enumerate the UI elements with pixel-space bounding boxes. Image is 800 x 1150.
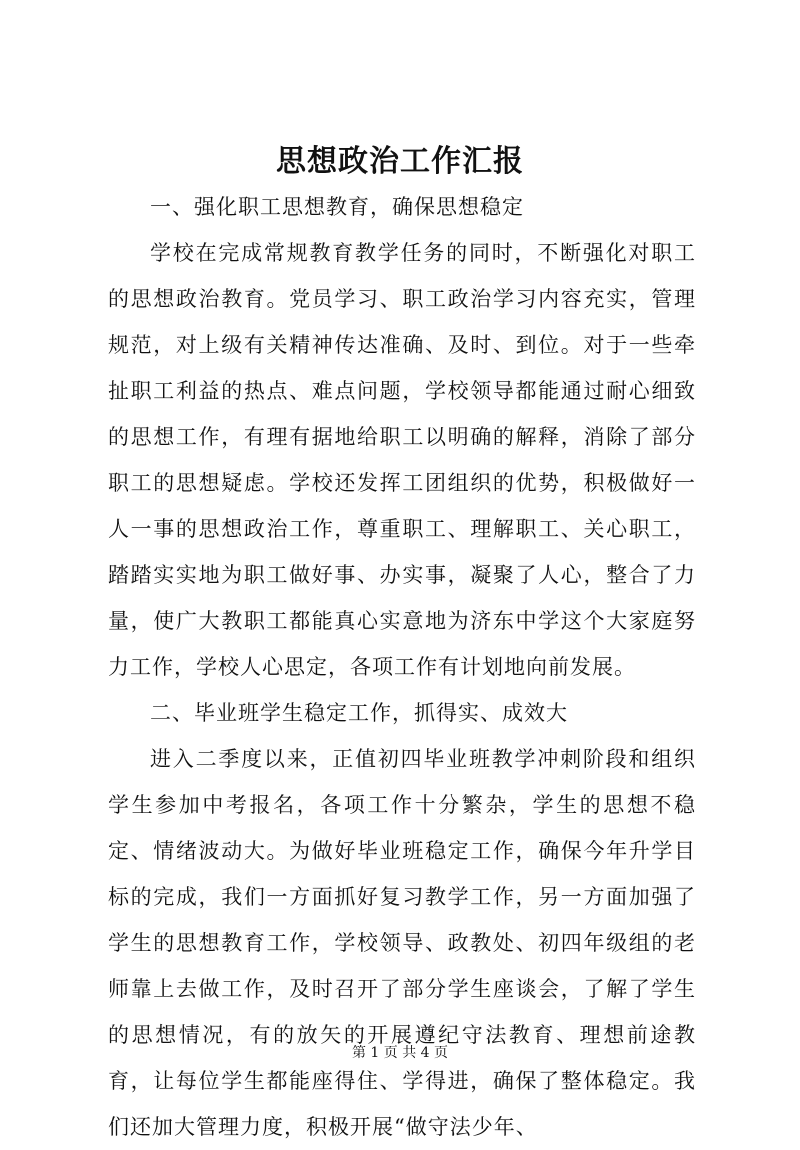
document-body	[108, 184, 696, 1150]
page-number-footer: 第 1 页 共 4 页	[351, 1045, 449, 1061]
document-title: 思想政治工作汇报	[276, 144, 524, 179]
section-paragraph-1: 学校在完成常规教育教学任务的同时，不断强化对职工的思想政治教育。党员学习、职工政治学习内容充实，管理规范，对上级有关精神传达准确、及时、到位。对于一些牵扯职工利益的热点、难点问题，学校领导都能通过耐心细致的思想工作，有理有据地给职工以明确的解释，消除了部分职工的思想疑虑。学校还发挥工团组织的优势，积极做好一人一事的思想政治工作，尊重职工、理解职工、关心职工，踏踏实实地为职工做好事、办实事，凝聚了人心，整合了力量，使广大教职工都能真心实意地为济东中学这个大家庭努力工作，学校人心思定，各项工作有计划地向前发展。	[108, 241, 696, 679]
section-heading-2: 二、毕业班学生稳定工作，抓得实、成效大	[150, 701, 568, 725]
section-paragraph-2: 进入二季度以来，正值初四毕业班教学冲刺阶段和组织学生参加中考报名，各项工作十分繁杂，学生的思想不稳定、情绪波动大。为做好毕业班稳定工作，确保今年升学目标的完成，我们一方面抓好复习教学工作，另一方面加强了学生的思想教育工作，学校领导、政教处、初四年级组的老师靠上去做工作，及时召开了部分学生座谈会，了解了学生的思想情况，有的放矢的开展遵纪守法教育、理想前途教育，让每位学生都能座得住、学得进，确保了整体稳定。我们还加大管理力度，积极开展“做守法少年、	[108, 747, 696, 1139]
section-heading-1: 一、强化职工思想教育，确保思想稳定	[150, 195, 524, 219]
